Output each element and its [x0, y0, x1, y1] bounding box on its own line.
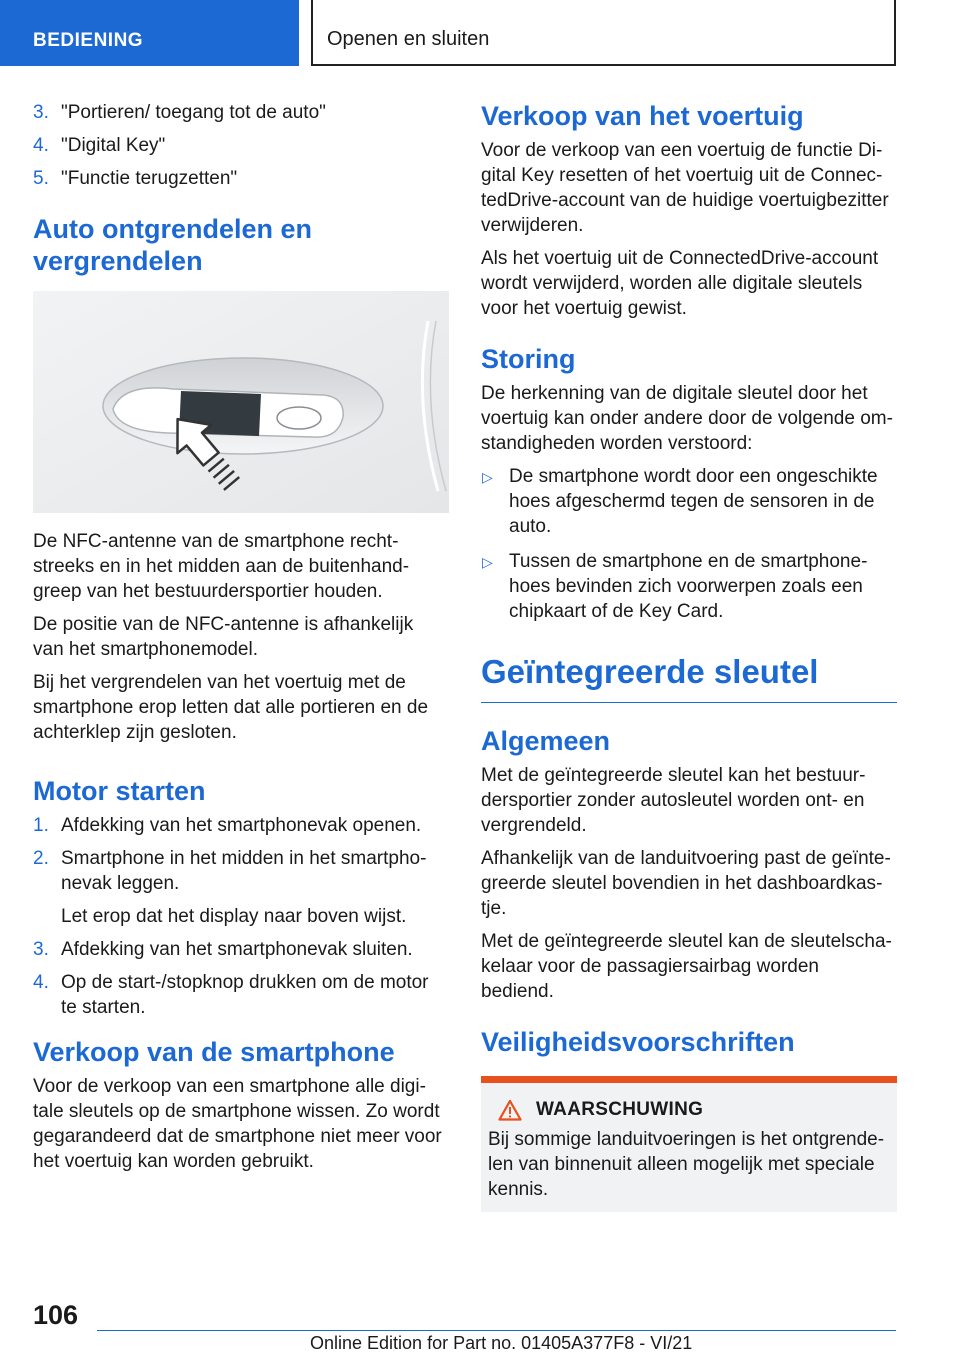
list-item: 2. Smartphone in het midden in het smartphonevak leggen. Let erop dat het display naar boven wijst. — [33, 848, 427, 927]
warning-label: WAARSCHUWING — [536, 1099, 704, 1120]
paragraph: De herkenning van de digitale sleutel door het voertuig kan onder andere door de volgende omstandigheden worden verstoord: — [481, 383, 893, 454]
paragraph: Voor de verkoop van een smartphone alle digitale sleutels op de smartphone wissen. Zo wordt gegarandeerd dat de smartphone niet meer voor het voertuig kan worden gebruikt. — [33, 1076, 442, 1172]
list-item: 4. "Digital Key" — [33, 135, 166, 156]
door-handle-figure — [33, 291, 449, 513]
door-handle-illustration — [33, 291, 449, 513]
paragraph: De positie van de NFC-antenne is afhankelijk van het smartphonemodel. — [33, 614, 414, 660]
list-item: 5. "Functie terugzetten" — [33, 168, 238, 189]
heading-integrated-key: Geïntegreerde sleutel — [481, 652, 897, 703]
heading-general: Algemeen — [481, 726, 611, 756]
paragraph: Met de geïntegreerde sleutel kan het bestuurdersportier zonder autosleutel worden ont- en vergrendeld. — [481, 765, 866, 836]
footer-divider — [97, 1330, 896, 1331]
list-item: ▷ De smartphone wordt door een ongeschikte hoes afgeschermd tegen de sensoren in de auto. — [482, 466, 878, 537]
paragraph: Met de geïntegreerde sleutel kan de sleutelschakelaar voor de passagiersairbag worden bediend. — [481, 931, 892, 1002]
heading-sell-smartphone: Verkoop van de smartphone — [33, 1037, 395, 1067]
list-item: ▷ Tussen de smartphone en de smartphonehoes bevinden zich voorwerpen zoals een chipkaart of de Key Card. — [482, 551, 868, 622]
triangle-bullet-icon: ▷ — [482, 469, 493, 485]
paragraph: Afhankelijk van de landuitvoering past de geïntegreerde sleutel bovendien in het dashboardkastje. — [481, 848, 891, 919]
fault-bullet-list — [481, 464, 897, 624]
paragraph: De NFC-antenne van de smartphone rechtstreeks en in het midden aan de buitenhandgreep van het bestuurdersportier houden. — [33, 531, 410, 602]
warning-box — [481, 1076, 897, 1212]
chapter-title: Openen en sluiten — [311, 0, 896, 66]
warning-header — [488, 1099, 889, 1121]
heading-start-engine: Motor starten — [33, 776, 206, 806]
left-column — [33, 100, 449, 1182]
paragraph: Voor de verkoop van een voertuig de functie Digital Key resetten of het voertuig uit de ConnectedDrive-account van de huidige voertuigbezitter verwijderen. — [481, 140, 889, 236]
list-item: 4. Op de start-/stopknop drukken om de motor te starten. — [33, 972, 429, 1018]
heading-sell-vehicle: Verkoop van het voertuig — [481, 101, 804, 131]
section-tab: BEDIENING — [0, 0, 299, 66]
right-column — [481, 100, 897, 1212]
heading-unlock: Auto ontgrendelen en vergrendelen — [33, 214, 312, 276]
page-number: 106 — [33, 1300, 79, 1330]
paragraph: Als het voertuig uit de ConnectedDrive-account wordt verwijderd, worden alle digitale sleutels voor het voertuig gewist. — [481, 248, 879, 319]
triangle-bullet-icon: ▷ — [482, 554, 493, 570]
start-steps-list — [33, 813, 449, 1020]
warning-triangle-icon — [498, 1099, 522, 1121]
page-header — [0, 0, 960, 66]
paragraph: Bij het vergrendelen van het voertuig met de smartphone erop letten dat alle portieren en de achterklep zijn gesloten. — [33, 672, 429, 743]
warning-text: Bij sommige landuitvoeringen is het ontgrendelen van binnenuit alleen mogelijk met speciale kennis. — [488, 1129, 885, 1200]
top-steps-list — [33, 100, 449, 191]
heading-fault: Storing — [481, 344, 576, 374]
list-item: 3. Afdekking van het smartphonevak sluiten. — [33, 939, 413, 960]
edition-note: Online Edition for Part no. 01405A377F8 - VI/21 — [310, 1333, 693, 1353]
list-item: 3. "Portieren/ toegang tot de auto" — [33, 102, 326, 123]
list-item: 1. Afdekking van het smartphonevak openen. — [33, 815, 422, 836]
heading-safety: Veiligheidsvoorschriften — [481, 1027, 795, 1057]
